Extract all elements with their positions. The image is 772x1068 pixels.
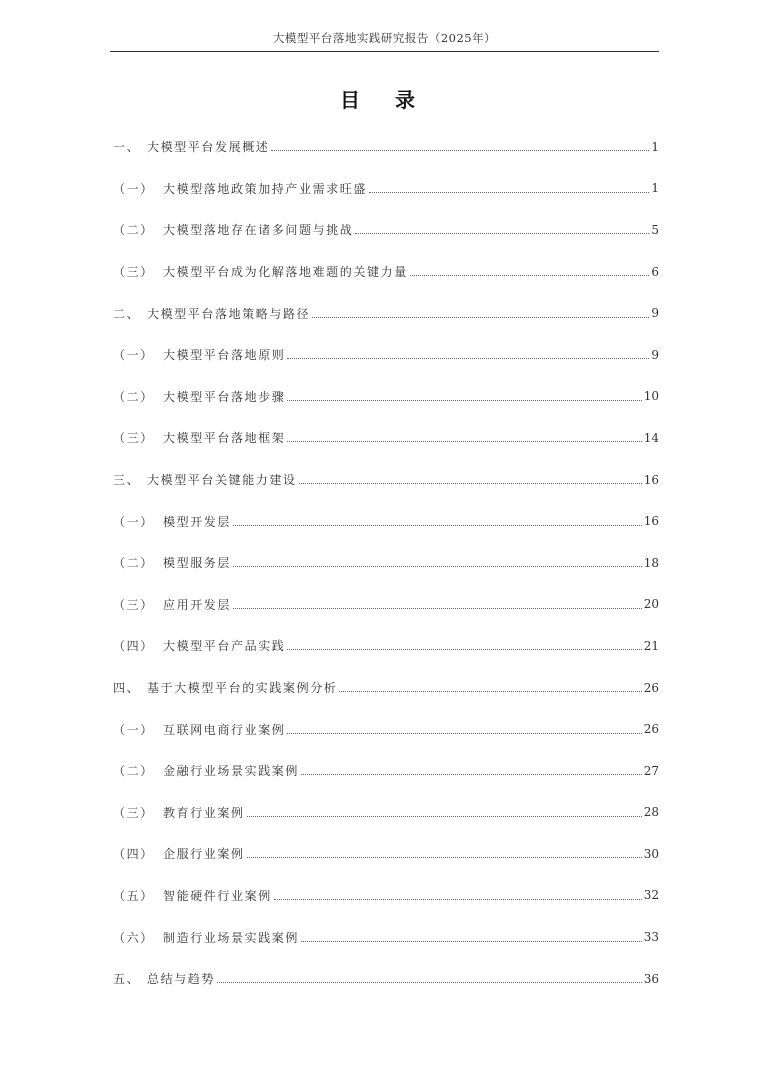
- toc-entry-number: （三）: [113, 805, 154, 820]
- toc-entry[interactable]: [113, 417, 659, 459]
- toc-entry-page-number: 18: [643, 555, 659, 570]
- toc-entry-number: （一）: [113, 722, 154, 737]
- toc-entry-number: 五、: [113, 972, 141, 987]
- dot-leader: [355, 233, 649, 234]
- toc-entry[interactable]: [113, 916, 659, 958]
- toc-entry[interactable]: [113, 708, 659, 750]
- toc-entry-title: 金融行业场景实践案例: [163, 764, 300, 779]
- toc-entry-page-number: 1: [651, 181, 659, 196]
- dot-leader: [217, 982, 642, 983]
- toc-entry-title: 大模型落地政策加持产业需求旺盛: [163, 181, 368, 196]
- toc-entry-number: （二）: [113, 389, 154, 404]
- toc-entry[interactable]: [113, 542, 659, 584]
- toc-entry-title: 模型服务层: [163, 556, 232, 571]
- toc-entry-number: （五）: [113, 888, 154, 903]
- toc-entry-page-number: 9: [651, 347, 659, 362]
- toc-entry-number: （三）: [113, 265, 154, 280]
- toc-entry[interactable]: [113, 792, 659, 834]
- toc-entry-title: 大模型平台产品实践: [163, 639, 286, 654]
- toc-entry-number: （二）: [113, 223, 154, 238]
- dot-leader: [299, 483, 642, 484]
- toc-entry-title: 智能硬件行业案例: [163, 888, 272, 903]
- toc-entry-number: 三、: [113, 473, 141, 488]
- toc-entry-number: （四）: [113, 847, 154, 862]
- toc-entry[interactable]: [113, 750, 659, 792]
- toc-entry-number: （一）: [113, 181, 154, 196]
- toc-entry-number: （一）: [113, 514, 154, 529]
- toc-entry-page-number: 26: [643, 722, 659, 737]
- toc-entry-page-number: 27: [643, 763, 659, 778]
- toc-entry-title: 基于大模型平台的实践案例分析: [147, 681, 338, 696]
- toc-entry-title: 互联网电商行业案例: [163, 722, 286, 737]
- dot-leader: [247, 857, 642, 858]
- toc-entry-number: 一、: [113, 140, 141, 155]
- toc-entry[interactable]: [113, 376, 659, 418]
- toc-entry-title: 大模型平台关键能力建设: [147, 473, 297, 488]
- toc-entry-page-number: 9: [651, 306, 659, 321]
- dot-leader: [233, 608, 642, 609]
- toc-entry-title: 大模型平台落地原则: [163, 348, 286, 363]
- dot-leader: [312, 317, 649, 318]
- toc-entry-title: 大模型平台落地策略与路径: [147, 306, 311, 321]
- toc-entry-title: 应用开发层: [163, 597, 232, 612]
- toc-entry-number: （三）: [113, 597, 154, 612]
- table-of-contents: [113, 126, 659, 999]
- toc-entry-title: 大模型平台落地框架: [163, 431, 286, 446]
- dot-leader: [247, 816, 642, 817]
- dot-leader: [301, 941, 642, 942]
- toc-entry-title: 大模型平台落地步骤: [163, 389, 286, 404]
- toc-entry-number: （三）: [113, 431, 154, 446]
- toc-entry-title: 总结与趋势: [147, 972, 216, 987]
- toc-entry-title: 大模型平台成为化解落地难题的关键力量: [163, 265, 408, 280]
- toc-entry-page-number: 16: [643, 514, 659, 529]
- dot-leader: [274, 899, 642, 900]
- toc-entry[interactable]: [113, 584, 659, 626]
- page-title: 目 录: [340, 88, 429, 112]
- toc-entry-page-number: 21: [643, 638, 659, 653]
- dot-leader: [287, 649, 641, 650]
- toc-entry-page-number: 5: [651, 222, 659, 237]
- toc-entry-number: （六）: [113, 930, 154, 945]
- dot-leader: [233, 525, 642, 526]
- toc-entry[interactable]: [113, 625, 659, 667]
- toc-entry[interactable]: [113, 833, 659, 875]
- toc-entry-title: 教育行业案例: [163, 805, 245, 820]
- toc-entry[interactable]: [113, 667, 659, 709]
- dot-leader: [339, 691, 641, 692]
- toc-entry-number: （一）: [113, 348, 154, 363]
- toc-entry[interactable]: [113, 292, 659, 334]
- toc-entry-page-number: 33: [643, 930, 659, 945]
- toc-entry-page-number: 1: [651, 139, 659, 154]
- toc-entry[interactable]: [113, 126, 659, 168]
- dot-leader: [369, 192, 649, 193]
- toc-entry[interactable]: [113, 500, 659, 542]
- toc-entry-page-number: 14: [643, 430, 659, 445]
- header-rule: [110, 51, 659, 52]
- toc-entry[interactable]: [113, 209, 659, 251]
- dot-leader: [233, 566, 642, 567]
- dot-leader: [287, 441, 641, 442]
- toc-entry-number: 四、: [113, 681, 141, 696]
- toc-entry-page-number: 10: [643, 389, 659, 404]
- toc-entry-page-number: 36: [643, 971, 659, 986]
- toc-entry[interactable]: [113, 459, 659, 501]
- toc-entry-number: （二）: [113, 764, 154, 779]
- dot-leader: [271, 150, 649, 151]
- toc-entry-title: 大模型落地存在诸多问题与挑战: [163, 223, 354, 238]
- dot-leader: [287, 358, 649, 359]
- toc-entry-number: 二、: [113, 306, 141, 321]
- dot-leader: [287, 400, 641, 401]
- dot-leader: [410, 275, 650, 276]
- toc-entry[interactable]: [113, 334, 659, 376]
- toc-entry-page-number: 30: [643, 846, 659, 861]
- toc-entry-page-number: 28: [643, 805, 659, 820]
- toc-entry-number: （二）: [113, 556, 154, 571]
- toc-entry-title: 企服行业案例: [163, 847, 245, 862]
- dot-leader: [301, 774, 642, 775]
- toc-entry-title: 模型开发层: [163, 514, 232, 529]
- toc-entry[interactable]: [113, 251, 659, 293]
- toc-entry[interactable]: [113, 958, 659, 1000]
- dot-leader: [287, 733, 641, 734]
- running-header: 大模型平台落地实践研究报告（2025年）: [272, 31, 497, 45]
- toc-entry-page-number: 6: [651, 264, 659, 279]
- toc-entry-page-number: 16: [643, 472, 659, 487]
- toc-entry-title: 大模型平台发展概述: [147, 140, 270, 155]
- toc-entry[interactable]: [113, 875, 659, 917]
- toc-entry-page-number: 26: [643, 680, 659, 695]
- toc-entry-number: （四）: [113, 639, 154, 654]
- toc-entry[interactable]: [113, 168, 659, 210]
- toc-entry-page-number: 32: [643, 888, 659, 903]
- toc-entry-title: 制造行业场景实践案例: [163, 930, 300, 945]
- toc-entry-page-number: 20: [643, 597, 659, 612]
